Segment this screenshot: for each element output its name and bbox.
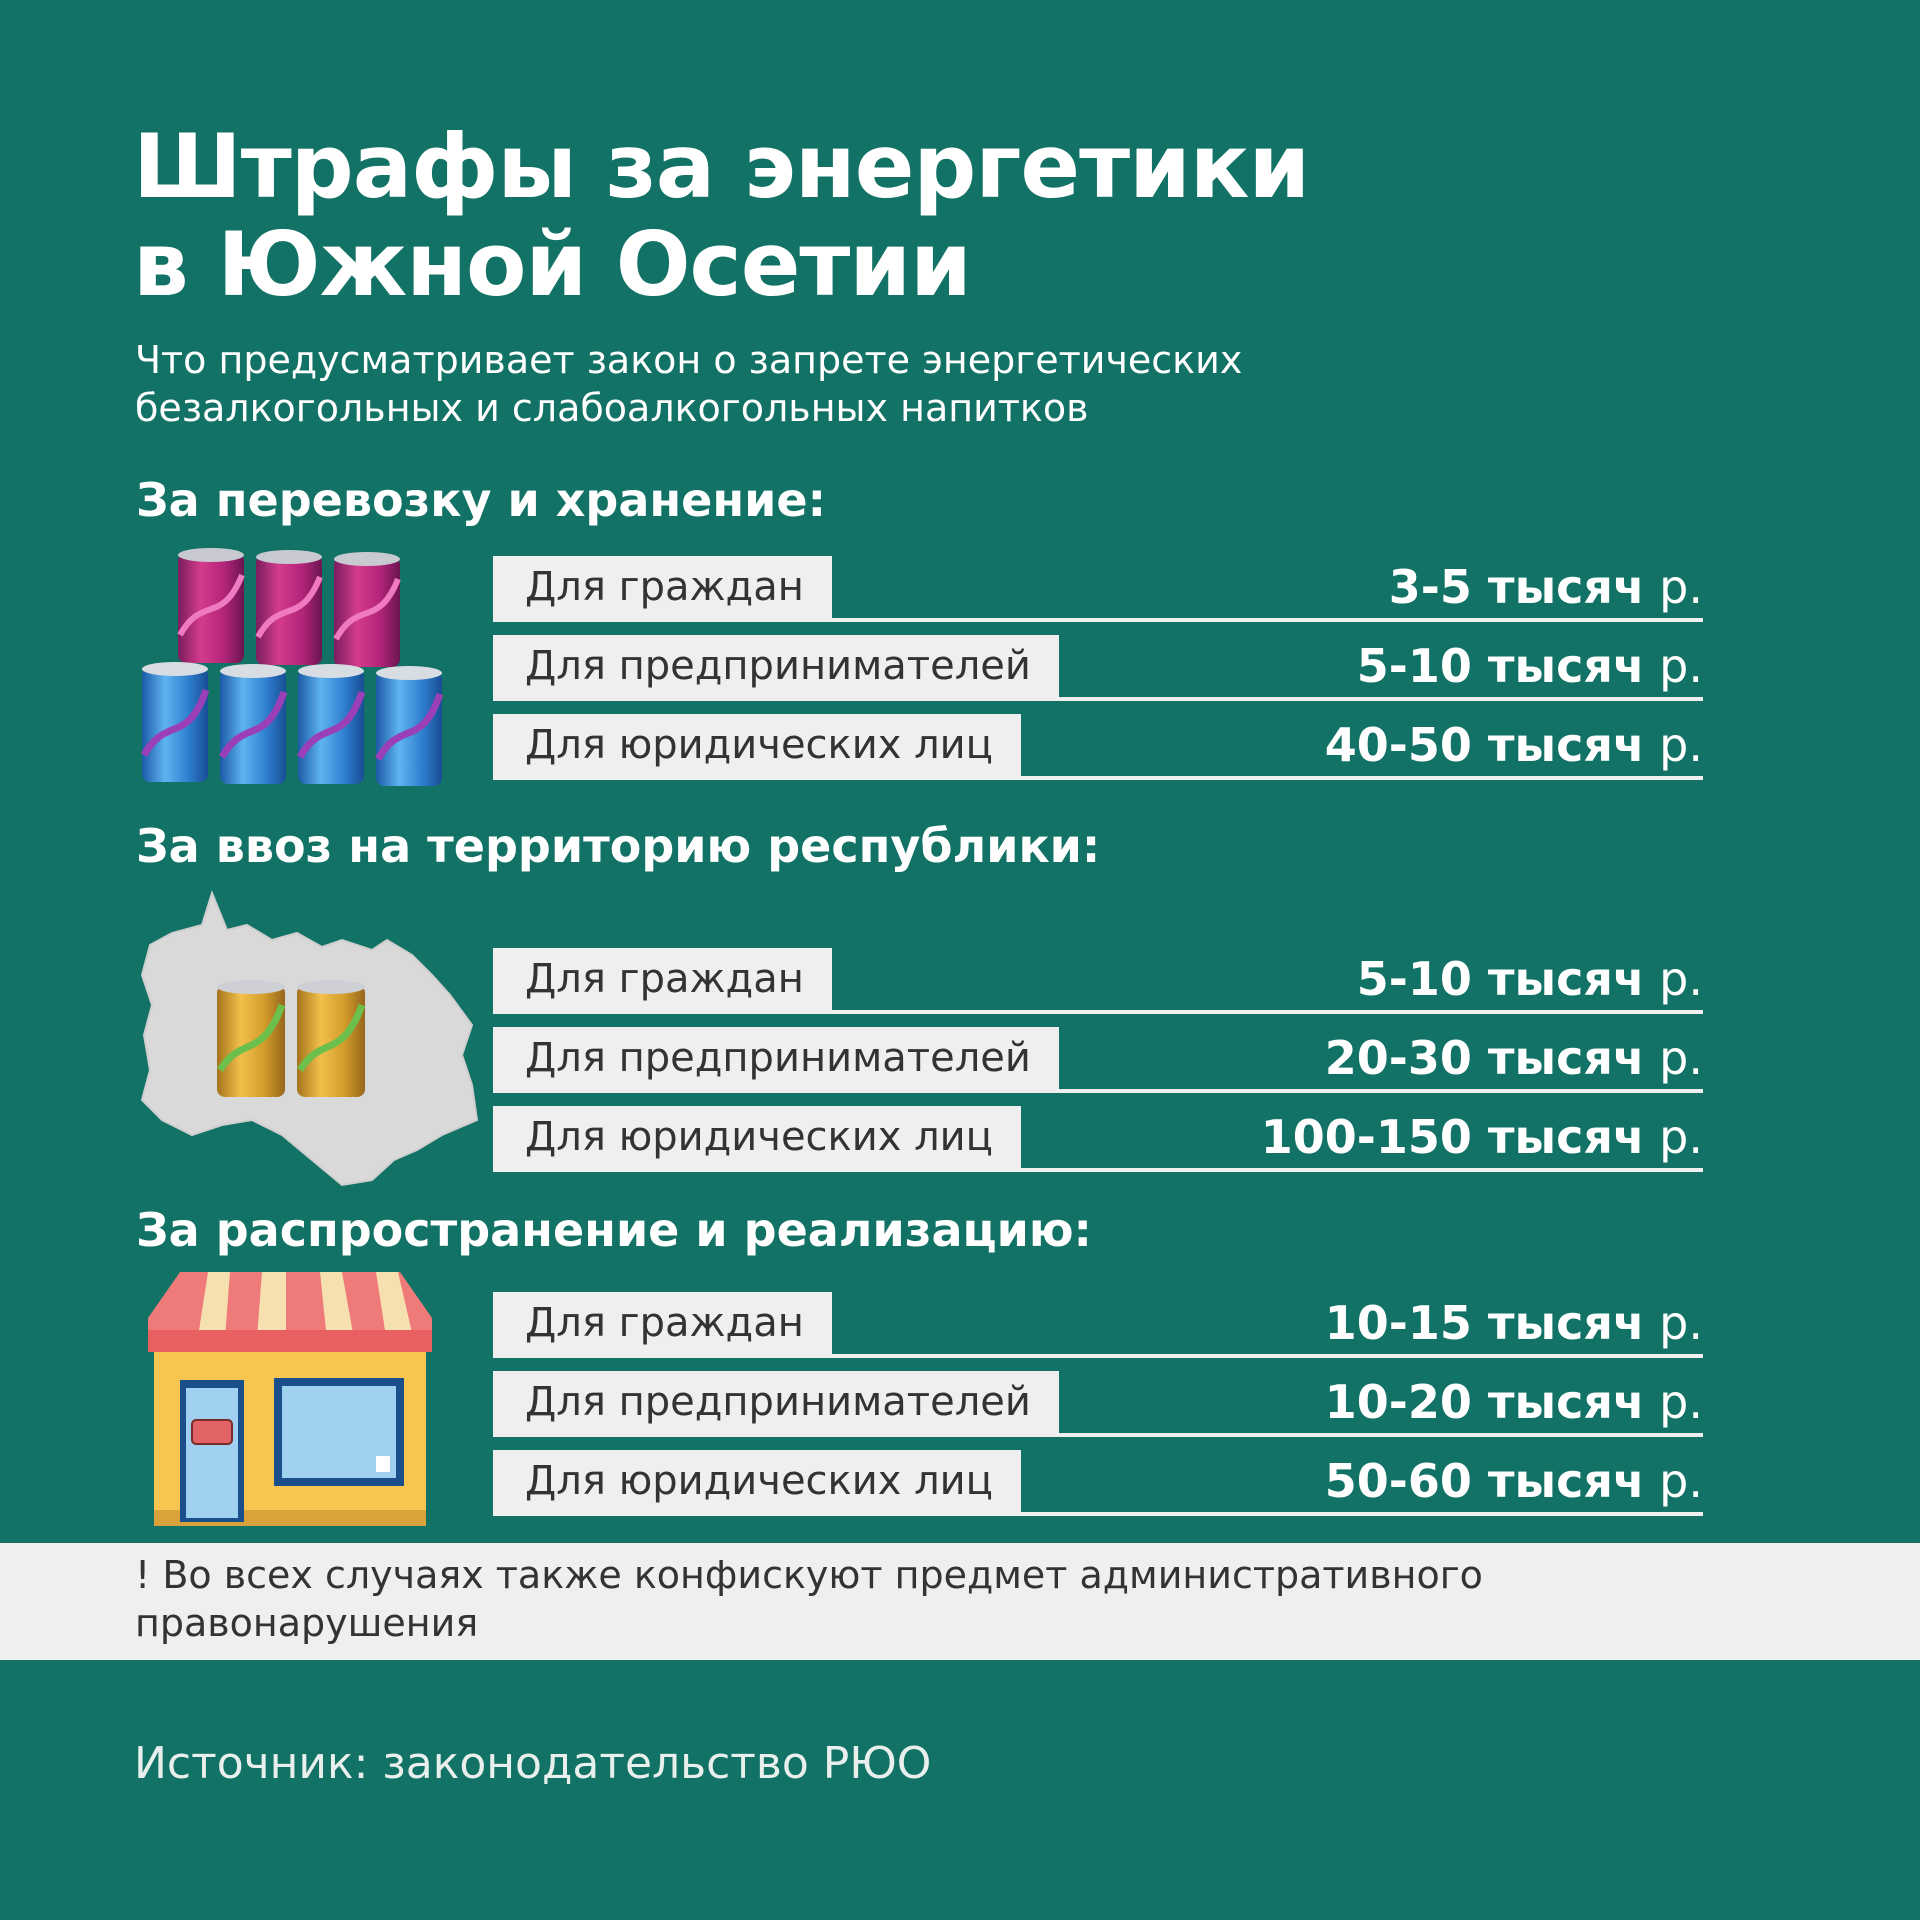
page-title: [133, 115, 1310, 316]
row-label: Для предпринимателей: [493, 635, 1059, 697]
amount-value: 20-30 тысяч: [1324, 1031, 1645, 1085]
amount-value: 40-50 тысяч: [1324, 718, 1645, 772]
amount-value: 10-20 тысяч: [1324, 1375, 1645, 1429]
row-label: Для юридических лиц: [493, 714, 1021, 776]
notice-line-1: ! Во всех случаях также конфискуют предмет административного: [135, 1553, 1483, 1597]
source-note: Источник: законодательство РЮО: [134, 1738, 932, 1789]
blue-can-2: [220, 664, 286, 784]
row-amount: [1325, 1371, 1703, 1433]
row-amount: [1325, 1450, 1703, 1512]
blue-can-1: [142, 662, 208, 782]
blue-can-3: [298, 664, 364, 784]
amount-value: 50-60 тысяч: [1324, 1454, 1645, 1508]
map-with-cans-icon: [132, 885, 482, 1195]
amount-unit: р.: [1659, 952, 1703, 1006]
table-row: [493, 948, 1703, 1014]
row-label: Для предпринимателей: [493, 1371, 1059, 1433]
row-amount: [1389, 556, 1703, 618]
section-heading-distribution: За распространение и реализацию:: [136, 1203, 1092, 1257]
amount-unit: р.: [1659, 1454, 1703, 1508]
table-row: [493, 714, 1703, 780]
amount-unit: р.: [1659, 1375, 1703, 1429]
row-label: Для предпринимателей: [493, 1027, 1059, 1089]
shop-icon: [140, 1270, 440, 1530]
row-amount: [1325, 1292, 1703, 1354]
fines-table-import: [493, 948, 1703, 1185]
section-heading-transport: За перевозку и хранение:: [136, 473, 826, 527]
subtitle-line-1: Что предусматривает закон о запрете энергетических: [135, 338, 1243, 382]
amount-unit: р.: [1659, 1031, 1703, 1085]
table-row: [493, 1027, 1703, 1093]
table-row: [493, 1292, 1703, 1358]
gold-can-2: [297, 980, 365, 1097]
notice-line-2: правонарушения: [135, 1601, 479, 1645]
page-subtitle: [135, 336, 1242, 432]
section-heading-import: За ввоз на территорию республики:: [136, 819, 1101, 873]
blue-can-4: [376, 666, 442, 786]
table-row: [493, 556, 1703, 622]
table-row: [493, 1106, 1703, 1172]
amount-unit: р.: [1659, 1110, 1703, 1164]
title-line-1: Штрафы за энергетики: [133, 115, 1310, 218]
row-label: Для граждан: [493, 1292, 832, 1354]
pink-can-1: [178, 548, 244, 663]
row-label: Для юридических лиц: [493, 1106, 1021, 1168]
notice-text: [135, 1551, 1735, 1647]
amount-unit: р.: [1659, 639, 1703, 693]
table-row: [493, 1450, 1703, 1516]
fines-table-distribution: [493, 1292, 1703, 1529]
row-amount: [1325, 1027, 1703, 1089]
pink-can-3: [334, 552, 400, 667]
cans-icon: [132, 545, 452, 795]
row-label: Для граждан: [493, 948, 832, 1010]
amount-value: 5-10 тысяч: [1356, 952, 1645, 1006]
fines-table-transport: [493, 556, 1703, 793]
row-amount: [1261, 1106, 1703, 1168]
amount-value: 3-5 тысяч: [1388, 560, 1645, 614]
amount-unit: р.: [1659, 718, 1703, 772]
gold-can-1: [217, 980, 285, 1097]
subtitle-line-2: безалкогольных и слабоалкогольных напитков: [135, 386, 1089, 430]
row-label: Для юридических лиц: [493, 1450, 1021, 1512]
amount-value: 5-10 тысяч: [1356, 639, 1645, 693]
row-amount: [1325, 714, 1703, 776]
row-amount: [1357, 948, 1703, 1010]
row-amount: [1357, 635, 1703, 697]
amount-value: 10-15 тысяч: [1324, 1296, 1645, 1350]
table-row: [493, 635, 1703, 701]
table-row: [493, 1371, 1703, 1437]
title-line-2: в Южной Осетии: [133, 213, 971, 316]
pink-can-2: [256, 550, 322, 665]
notice-banner: [0, 1543, 1920, 1660]
amount-unit: р.: [1659, 1296, 1703, 1350]
amount-value: 100-150 тысяч: [1260, 1110, 1645, 1164]
row-label: Для граждан: [493, 556, 832, 618]
open-sign: [192, 1420, 232, 1444]
amount-unit: р.: [1659, 560, 1703, 614]
